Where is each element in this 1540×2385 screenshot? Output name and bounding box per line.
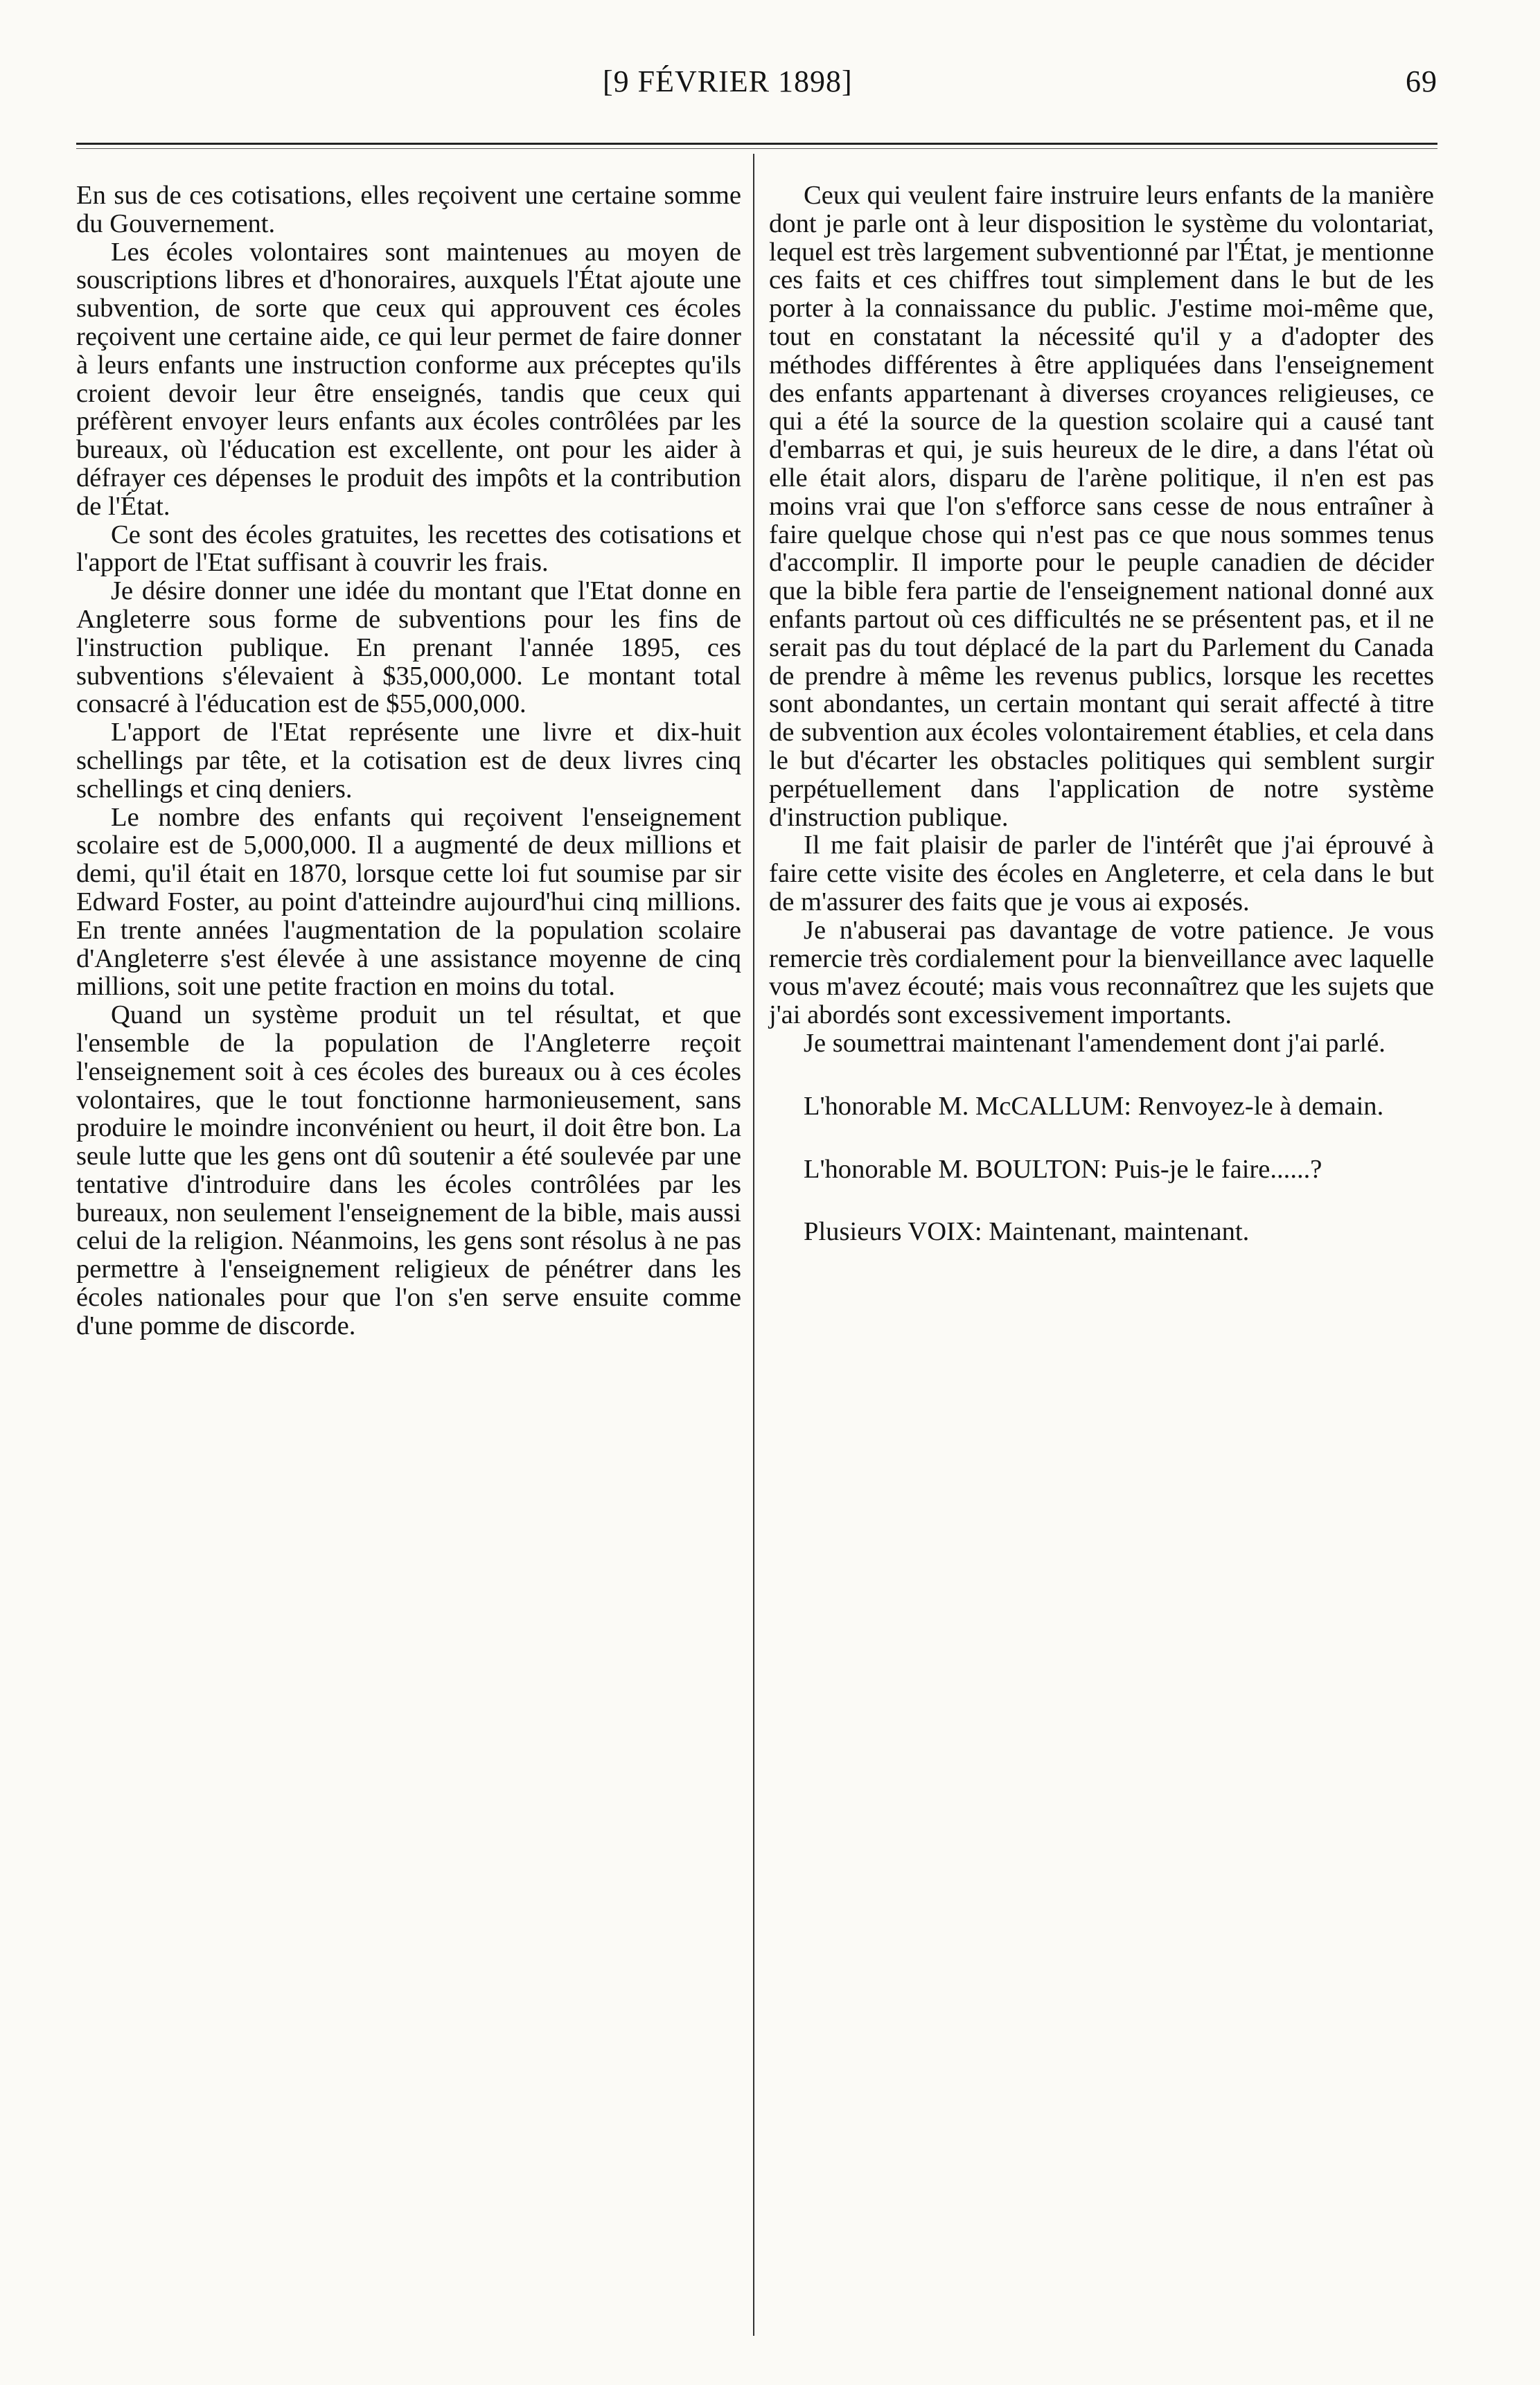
paragraph: Le nombre des enfants qui reçoivent l'enseignement scolaire est de 5,000,000. Il a augmenté de deux millions et demi, qu'il était en 1870, lorsque cette loi fut soumise par sir Edward Foster, au point d'atteindre aujourd'hui cinq millions. En trente années l'augmentation de la population scolaire d'Angleterre s'est élevée à une assistance moyenne de cinq millions, soit une petite fraction en moins du total.: [76, 802, 741, 1002]
left-column: [76, 181, 741, 1340]
paragraph: Je désire donner une idée du montant que l'Etat donne en Angleterre sous forme de subventions pour les fins de l'instruction publique. En prenant l'année 1895, ces subventions s'élevaient à $35,000,000. Le montant total consacré à l'éducation est de $55,000,000.: [76, 576, 741, 719]
column-divider: [753, 154, 754, 2336]
paragraph: Les écoles volontaires sont maintenues au moyen de souscriptions libres et d'honoraires, auxquels l'État ajoute une subvention, de sorte que ceux qui approuvent ces écoles reçoivent une certaine aide, ce qui leur permet de faire donner à leurs enfants une instruction conforme aux préceptes qu'ils croient devoir leur être enseignés, tandis que ceux qui préfèrent envoyer leurs enfants aux écoles contrôlées par les bureaux, où l'éducation est excellente, ont pour les aider à défrayer ces dépenses le produit des impôts et la contribution de l'État.: [76, 237, 741, 521]
paragraph: En sus de ces cotisations, elles reçoivent une certaine somme du Gouvernement.: [76, 181, 741, 238]
paragraph: Quand un système produit un tel résultat, et que l'ensemble de la population de l'Angleterre reçoit l'enseignement soit à ces écoles des bureaux ou à ces écoles volontaires, que le tout fonctionne harmonieusement, sans produire le moindre inconvénient ou heurt, il doit être bon. La seule lutte que les gens ont dû soutenir a été soulevée par une tentative d'introduire dans les écoles contrôlées par les bureaux, non seulement l'enseignement de la bible, mais aussi celui de la religion. Néanmoins, les gens sont résolus à ne pas permettre à l'enseignement religieux de pénétrer dans les écoles nationales pour que l'on s'en serve ensuite comme d'une pomme de discorde.: [76, 1000, 741, 1340]
header-rule-thin: [76, 148, 1437, 149]
speaker-line-voix: Plusieurs VOIX: Maintenant, maintenant.: [804, 1217, 1250, 1247]
paragraph: Ce sont des écoles gratuites, les recettes des cotisations et l'apport de l'Etat suffisant à couvrir les frais.: [76, 520, 741, 578]
paragraph: Ceux qui veulent faire instruire leurs enfants de la manière dont je parle ont à leur disposition le système du volontariat, lequel est très largement subventionné par l'État, je mentionne ces faits et ces chiffres tout simplement dans le but de les porter à la connaissance du public. J'estime moi-même que, tout en constatant la nécessité qu'il y a d'adopter des méthodes différentes à être appliquées dans l'enseignement des enfants appartenant à diverses croyances religieuses, ce qui a été la source de la question scolaire qui a causé tant d'embarras et qui, je suis heureux de le dire, a dans l'état où elle était alors, disparu de l'arène politique, il n'en est pas moins vrai que l'on s'efforce sans cesse de nous entraîner à faire quelque chose qui n'est pas ce que nous sommes tenus d'accomplir. Il importe pour le peuple canadien de décider que la bible fera partie de l'enseignement national donné aux enfants partout où ces difficultés ne se présentent pas, et il ne serait pas du tout déplacé de la part du Parlement du Canada de prendre à même les revenus publics, lorsque les recettes sont abondantes, un certain montant qui serait affecté à titre de subvention aux écoles volontairement établies, et cela dans le but d'écarter les obstacles politiques qui semblent surgir perpétuellement dans l'application de notre système d'instruction publique.: [769, 181, 1434, 832]
speaker-line-boulton: L'honorable M. BOULTON: Puis-je le faire......?: [804, 1154, 1322, 1184]
speaker-line-mccallum: L'honorable M. McCALLUM: Renvoyez-le à demain.: [804, 1091, 1384, 1121]
header-date: [9 FÉVRIER 1898]: [603, 64, 853, 98]
page-header: [76, 64, 1437, 112]
paragraph: L'apport de l'Etat représente une livre et dix-huit schellings par tête, et la cotisation est de deux livres cinq schellings et cinq deniers.: [76, 718, 741, 804]
page-number: 69: [1406, 64, 1437, 98]
paragraph: Il me fait plaisir de parler de l'intérêt que j'ai éprouvé à faire cette visite des écoles en Angleterre, et cela dans le but de m'assurer des faits que je vous ai exposés.: [769, 831, 1434, 916]
header-rule: [76, 143, 1437, 145]
right-column: [769, 181, 1434, 1246]
paragraph: Je n'abuserai pas davantage de votre patience. Je vous remercie très cordialement pour la bienveillance avec laquelle vous m'avez écouté; mais vous reconnaîtrez que les sujets que j'ai abordés sont excessivement importants.: [769, 915, 1434, 1030]
paragraph: Je soumettrai maintenant l'amendement dont j'ai parlé.: [804, 1028, 1386, 1058]
